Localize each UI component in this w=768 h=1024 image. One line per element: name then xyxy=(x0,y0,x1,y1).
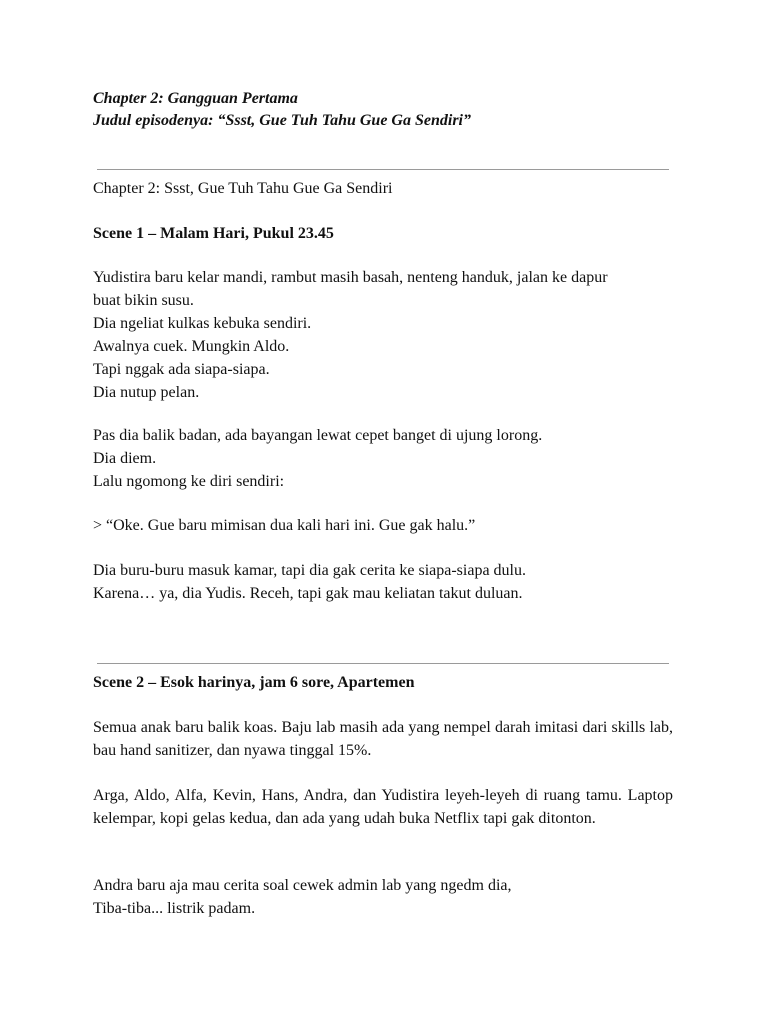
chapter-line: Chapter 2: Ssst, Gue Tuh Tahu Gue Ga Sendiri xyxy=(93,180,393,197)
text-line: Pas dia balik badan, ada bayangan lewat cepet banget di ujung lorong. xyxy=(93,427,543,444)
text-line: Yudistira baru kelar mandi, rambut masih basah, nenteng handuk, jalan ke dapur xyxy=(93,269,608,286)
text-line: Tapi nggak ada siapa-siapa. xyxy=(93,361,270,378)
text-line: Tiba-tiba... listrik padam. xyxy=(93,900,256,917)
scene1-paragraph-2 xyxy=(93,424,673,493)
scene1-quote: > “Oke. Gue baru mimisan dua kali hari ini. Gue gak halu.” xyxy=(93,517,476,534)
scene1-paragraph-3 xyxy=(93,559,673,605)
text-line: Karena… ya, dia Yudis. Receh, tapi gak mau keliatan takut duluan. xyxy=(93,585,523,602)
scene1-title: Scene 1 – Malam Hari, Pukul 23.45 xyxy=(93,225,334,242)
scene2-paragraph-1: Semua anak baru balik koas. Baju lab masih ada yang nempel darah imitasi dari skills lab, bau hand sanitizer, dan nyawa tinggal 15%. xyxy=(93,719,673,759)
text-line: buat bikin susu. xyxy=(93,292,194,309)
chapter-title: Chapter 2: Gangguan Pertama xyxy=(93,90,298,107)
divider-top xyxy=(97,169,669,170)
text-line: Dia buru-buru masuk kamar, tapi dia gak cerita ke siapa-siapa dulu. xyxy=(93,562,526,579)
scene1-paragraph-1 xyxy=(93,266,673,404)
scene2-title: Scene 2 – Esok harinya, jam 6 sore, Apartemen xyxy=(93,674,415,691)
episode-title: Judul episodenya: “Ssst, Gue Tuh Tahu Gue Ga Sendiri” xyxy=(93,112,471,129)
text-line: Dia ngeliat kulkas kebuka sendiri. xyxy=(93,315,312,332)
scene2-paragraph-2: Arga, Aldo, Alfa, Kevin, Hans, Andra, dan Yudistira leyeh-leyeh di ruang tamu. Laptop kelempar, kopi gelas kedua, dan ada yang udah buka Netflix tapi gak ditonton. xyxy=(93,787,673,827)
text-line: Awalnya cuek. Mungkin Aldo. xyxy=(93,338,290,355)
divider-middle xyxy=(97,663,669,664)
text-line: Lalu ngomong ke diri sendiri: xyxy=(93,473,285,490)
text-line: Dia diem. xyxy=(93,450,157,467)
text-line: Dia nutup pelan. xyxy=(93,384,200,401)
text-line: Andra baru aja mau cerita soal cewek admin lab yang ngedm dia, xyxy=(93,877,512,894)
scene2-paragraph-3 xyxy=(93,874,673,920)
